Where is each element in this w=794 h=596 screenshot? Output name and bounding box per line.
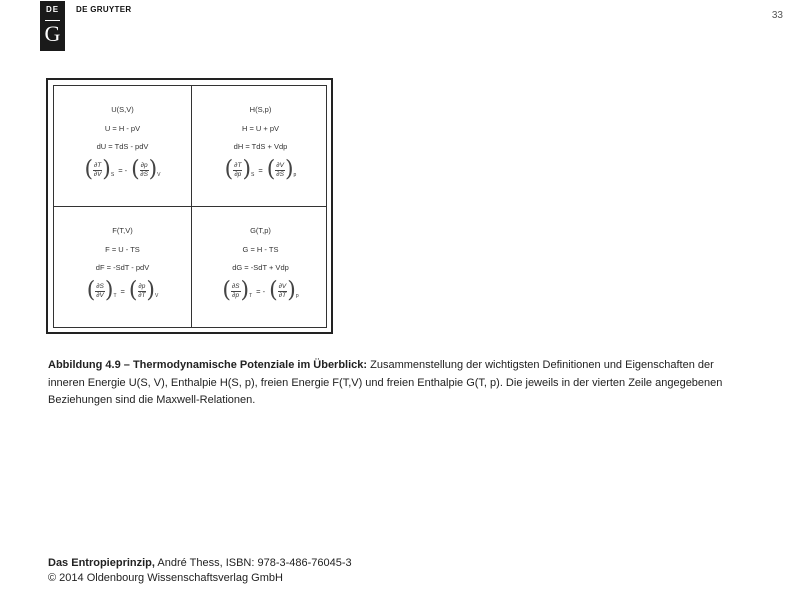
lhs-subscript: T — [113, 293, 117, 299]
potential-title: G(T,p) — [250, 226, 271, 235]
lhs-subscript: S — [251, 172, 255, 178]
rhs-denominator: ∂S — [140, 170, 148, 178]
rhs-subscript: p — [293, 172, 297, 178]
potential-title: U(S,V) — [111, 105, 134, 114]
book-title: Das Entropieprinzip, — [48, 557, 155, 569]
lhs-denominator: ∂p — [234, 170, 242, 178]
logo-bottom-text: G — [44, 21, 61, 46]
maxwell-relation: ( $\frac{\partial T}{\partial p}$ ) S = ( $\frac{\partial V}{\partial S}$ ) p — [224, 157, 297, 182]
rhs-numerator: ∂V — [278, 282, 287, 290]
rhs-denominator: ∂T — [278, 291, 287, 299]
rhs-denominator: ∂S — [276, 170, 284, 178]
lhs-denominator: ∂V — [96, 291, 104, 299]
maxwell-operator: = — [120, 286, 125, 296]
potential-differential: dG = -SdT + Vdp — [232, 263, 289, 272]
potential-definition: U = H - pV — [104, 124, 141, 133]
lhs-numerator: ∂S — [96, 282, 104, 290]
publisher-name: DE GRUYTER — [76, 5, 132, 14]
potential-cell — [54, 86, 191, 206]
lhs-denominator: ∂p — [232, 291, 240, 299]
potential-differential: dU = TdS - pdV — [96, 142, 149, 151]
lhs-numerator: ∂S — [231, 282, 240, 290]
potential-cell — [192, 207, 329, 327]
copyright-line: © 2014 Oldenbourg Wissenschaftsverlag GmbH — [48, 572, 283, 584]
potential-definition: G = H - TS — [242, 245, 279, 254]
maxwell-operator: = - — [118, 165, 128, 175]
lhs-subscript: S — [110, 172, 115, 178]
maxwell-operator: = — [258, 165, 263, 175]
page-footer — [48, 556, 352, 586]
caption-text: Zusammenstellung der wichtigsten Definitionen und Eigenschaften der inneren Energie U(S, V), Enthalpie H(S, p), freien Energie F(T,V) und freien Enthalpie G(T, p). Die jeweils in der vierten Zeile angegebenen Beziehungen sind die Maxwell-Relationen. — [48, 359, 723, 406]
book-citation — [48, 556, 352, 571]
potential-differential: dH = TdS + Vdp — [233, 142, 288, 151]
rhs-subscript: V — [154, 293, 159, 299]
maxwell-relation: ( $\frac{\partial S}{\partial V}$ ) T = ( $\frac{\partial p}{\partial T}$ ) V — [86, 278, 159, 303]
rhs-numerator: ∂p — [140, 161, 148, 169]
rhs-numerator: ∂V — [276, 161, 284, 169]
publisher-logo — [40, 1, 65, 51]
potential-cell — [54, 207, 191, 327]
figure-grid — [53, 85, 327, 328]
maxwell-relation: ( $\frac{\partial T}{\partial V}$ ) S = - ( $\frac{\partial p}{\partial S}$ ) V — [84, 157, 161, 182]
potential-cell — [192, 86, 329, 206]
potential-title: F(T,V) — [112, 226, 133, 235]
potential-definition: H = U + pV — [241, 124, 280, 133]
figure-caption — [48, 357, 728, 410]
potential-definition: F = U - TS — [105, 245, 140, 254]
lhs-subscript: T — [249, 293, 253, 299]
thermodynamic-potentials-figure — [46, 78, 333, 334]
lhs-numerator: ∂T — [94, 161, 102, 169]
potential-title: H(S,p) — [249, 105, 272, 114]
rhs-numerator: ∂p — [138, 282, 146, 290]
logo-top-text: DE — [45, 5, 60, 14]
maxwell-relation: ( $\frac{\partial S}{\partial p}$ ) T = - ( $\frac{\partial V}{\partial T}$ ) p — [222, 278, 299, 303]
book-details: André Thess, ISBN: 978-3-486-76045-3 — [154, 557, 352, 569]
potential-differential: dF = -SdT - pdV — [95, 263, 150, 272]
rhs-denominator: ∂T — [138, 291, 146, 299]
page-number: 33 — [771, 10, 783, 21]
lhs-denominator: ∂V — [93, 170, 102, 178]
rhs-subscript: p — [295, 293, 299, 299]
lhs-numerator: ∂T — [234, 161, 242, 169]
maxwell-operator: = - — [256, 286, 266, 296]
rhs-subscript: V — [157, 172, 161, 178]
caption-label: Abbildung 4.9 – Thermodynamische Potenziale im Überblick: — [48, 359, 368, 371]
